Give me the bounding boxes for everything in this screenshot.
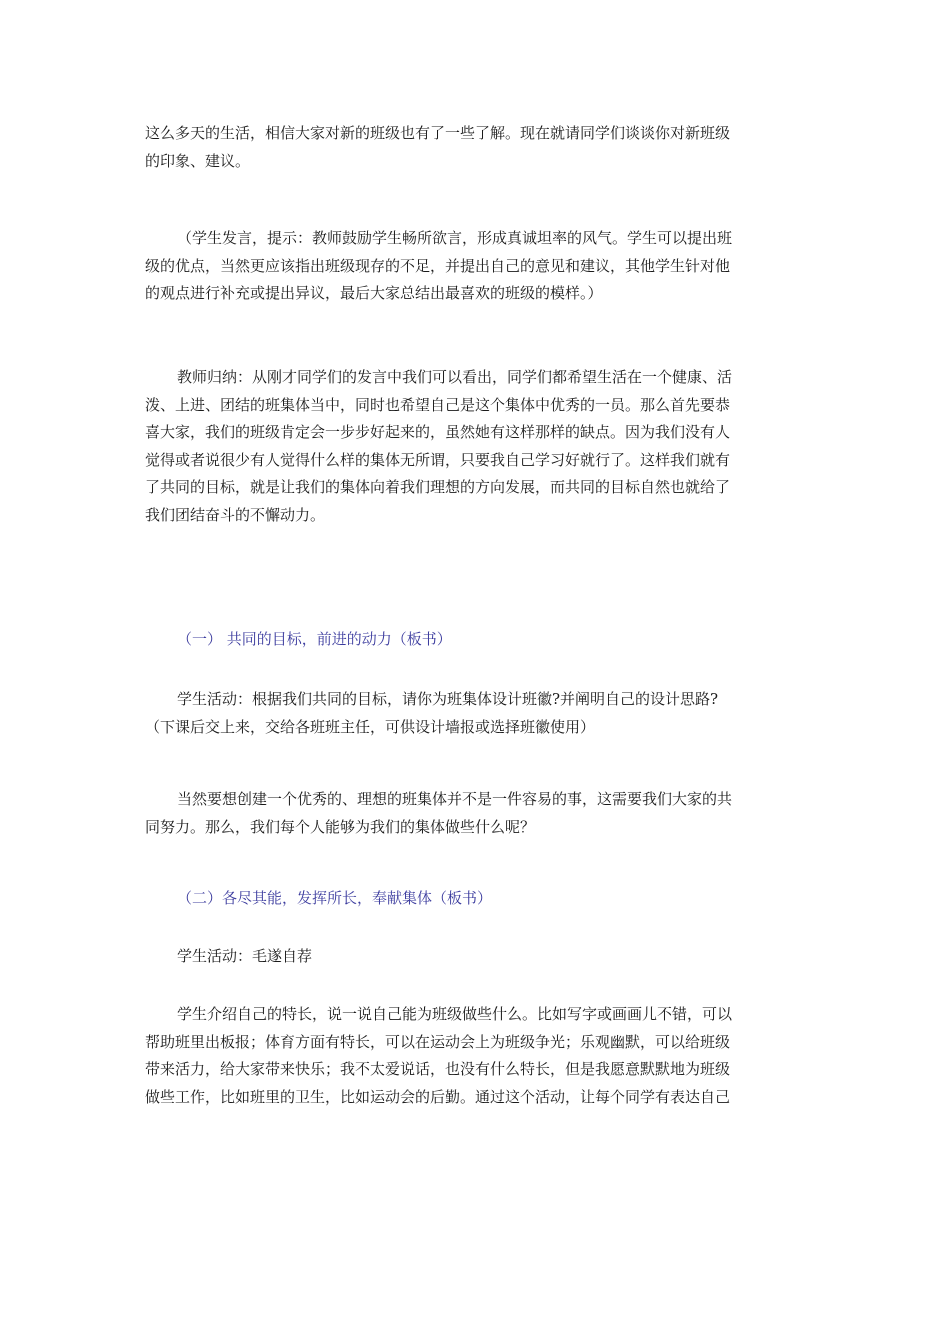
text-line: 我们团结奋斗的不懈动力。 [145,505,326,524]
text-line: 学生活动：根据我们共同的目标，请你为班集体设计班徽?并阐明自己的设计思路? [177,690,719,708]
text-line: 同努力。那么，我们每个人能够为我们的集体做些什么呢？ [145,817,536,836]
text-line: 的印象、建议。 [145,151,251,170]
heading-line: （一） 共同的目标，前进的动力（板书） [177,630,452,648]
text-line: 教师归纳：从刚才同学们的发言中我们可以看出，同学们都希望生活在一个健康、活 [177,368,733,386]
paragraph-student-talents [145,1001,805,1111]
paragraph-effort [145,786,805,841]
text-line: 当然要想创建一个优秀的、理想的班集体并不是一件容易的事，这需要我们大家的共 [177,790,733,808]
text-line: （学生发言，提示：教师鼓励学生畅所欲言，形成真诚坦率的风气。学生可以提出班 [177,229,733,247]
text-line: 的观点进行补充或提出异议，最后大家总结出最喜欢的班级的模样。） [145,284,603,302]
paragraph-student-speech [145,225,805,308]
heading-line: （二）各尽其能，发挥所长，奉献集体（板书） [177,889,493,907]
section-heading-one [145,626,805,654]
text-line: 帮助班里出板报；体育方面有特长，可以在运动会上为班级争光；乐观幽默，可以给班级 [145,1032,731,1051]
text-line: 做些工作，比如班里的卫生，比如运动会的后勤。通过这个活动，让每个同学有表达自己 [145,1087,731,1106]
text-line: 喜大家，我们的班级肯定会一步步好起来的，虽然她有这样那样的缺点。因为我们没有人 [145,423,731,441]
paragraph-intro [145,120,805,175]
paragraph-self-recommend [145,943,805,971]
paragraph-teacher-summary [145,364,805,529]
text-line: 泼、上进、团结的班集体当中，同时也希望自己是这个集体中优秀的一员。那么首先要恭 [145,395,731,414]
text-line: 觉得或者说很少有人觉得什么样的集体无所谓，只要我自己学习好就行了。这样我们就有 [145,450,731,469]
text-line: 了共同的目标，就是让我们的集体向着我们理想的方向发展，而共同的目标自然也就给了 [145,478,731,496]
text-line: 学生介绍自己的特长，说一说自己能为班级做些什么。比如写字或画画儿不错，可以 [177,1005,733,1023]
text-line: 带来活力，给大家带来快乐；我不太爱说话，也没有什么特长，但是我愿意默默地为班级 [145,1060,731,1078]
text-line: 学生活动：毛遂自荐 [177,947,313,965]
text-line: 级的优点，当然更应该指出班级现存的不足，并提出自己的意见和建议，其他学生针对他 [145,256,731,275]
paragraph-badge-activity [145,686,805,741]
text-line: （下课后交上来，交给各班班主任，可供设计墙报或选择班徽使用） [145,717,596,736]
section-heading-two [145,885,805,913]
text-line: 这么多天的生活，相信大家对新的班级也有了一些了解。现在就请同学们谈谈你对新班级 [145,124,731,142]
